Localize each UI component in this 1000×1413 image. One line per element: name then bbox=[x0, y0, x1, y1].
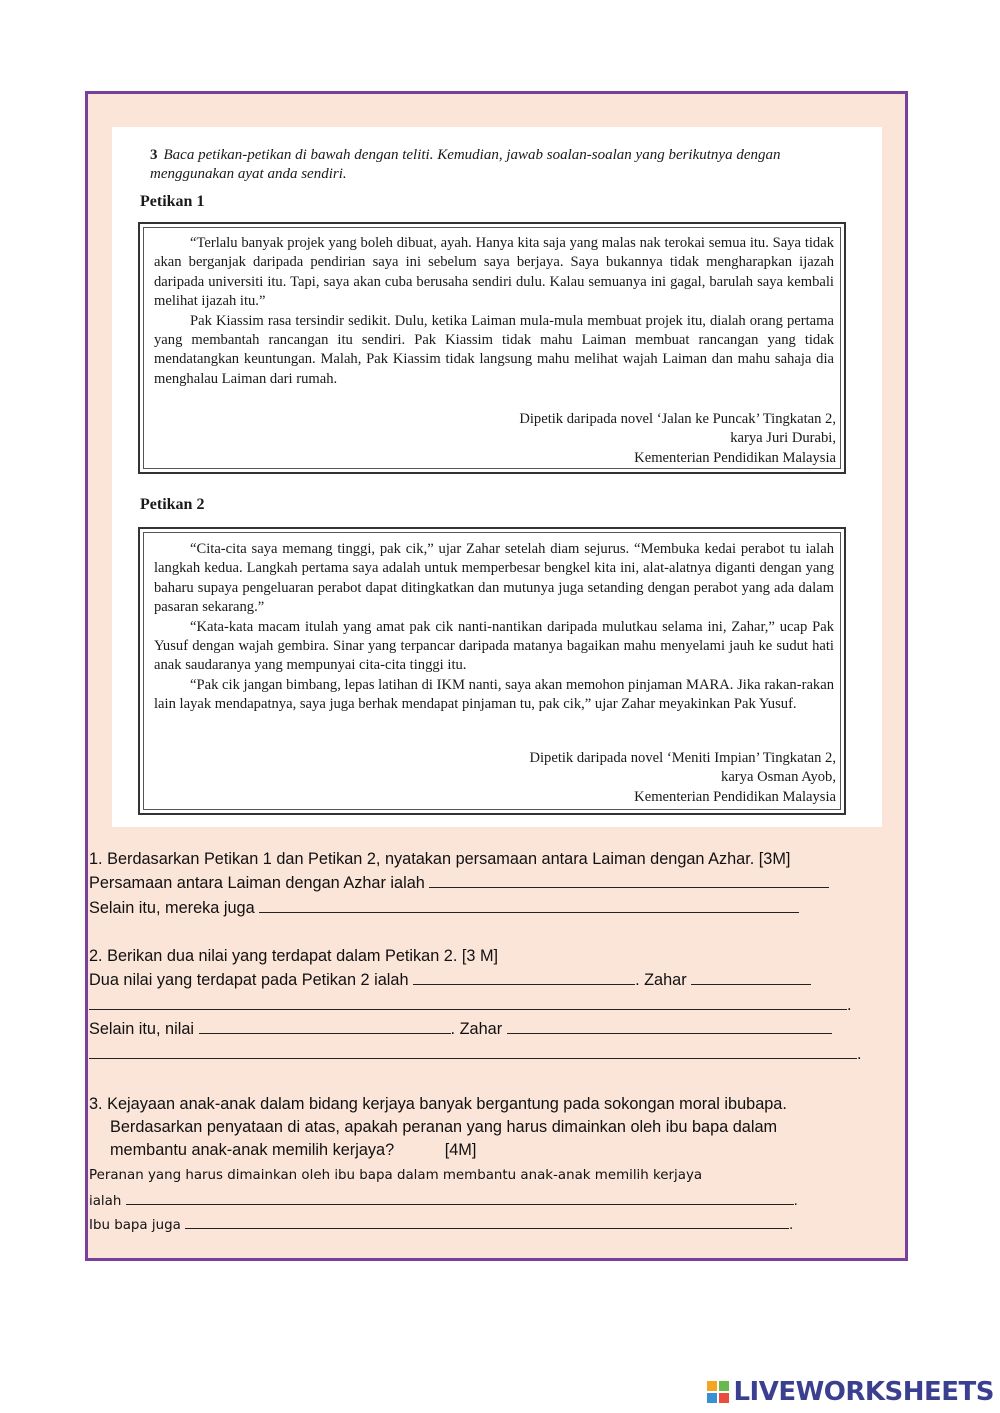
q2-period: . bbox=[857, 1045, 862, 1063]
q2-answer-line-1 bbox=[89, 970, 811, 990]
source-line: karya Juri Durabi, bbox=[730, 430, 836, 447]
q1-prompt: 1. Berdasarkan Petikan 1 dan Petikan 2, nyatakan persamaan antara Laiman dengan Azhar. [3M] bbox=[89, 850, 791, 868]
petikan2-paragraph: “Pak cik jangan bimbang, lepas latihan di IKM nanti, saya akan memohon pinjaman MARA. Jika rakan-rakan lain layak mendapatnya, saya juga berhak mendapat pinjaman tu, pak cik,” ujar Zahar meyakinkan Pak Yusuf. bbox=[154, 676, 834, 713]
petikan2-box bbox=[138, 527, 846, 815]
logo-text: LIVEWORKSHEETS bbox=[733, 1377, 994, 1407]
petikan1-paragraph: Pak Kiassim rasa tersindir sedikit. Dulu, ketika Laiman mula-mula membuat projek itu, dialah orang pertama yang membantah rancangan itu sendiri. Pak Kiassim tidak mahu Laiman membuat rancangan yang tidak mendatangkan keuntungan. Malah, Pak Kiassim tidak langsung mahu melihat wajah Laiman dan mahu sahaja dia menghalau Laiman dari rumah. bbox=[154, 312, 834, 387]
q2-answer-line-4 bbox=[89, 1044, 862, 1064]
q2-line3-zahar: . Zahar bbox=[450, 1020, 503, 1038]
q2-answer-field-4[interactable] bbox=[199, 1019, 451, 1034]
q2-answer-line-3 bbox=[89, 1019, 832, 1039]
q2-answer-field-3[interactable] bbox=[89, 995, 847, 1010]
q3-answer-line-2 bbox=[89, 1190, 798, 1212]
q2-answer-field-6[interactable] bbox=[89, 1044, 857, 1059]
q2-answer-field-5[interactable] bbox=[507, 1019, 832, 1034]
q2-line1-zahar: . Zahar bbox=[635, 971, 687, 989]
petikan2-text bbox=[154, 540, 834, 715]
instruction-number: 3 bbox=[150, 147, 158, 163]
source-line: Kementerian Pendidikan Malaysia bbox=[634, 788, 836, 805]
logo-icon bbox=[707, 1381, 729, 1403]
q2-answer-line-2 bbox=[89, 995, 852, 1015]
q3-period: . bbox=[793, 1194, 798, 1209]
petikan2-heading: Petikan 2 bbox=[140, 496, 205, 513]
q2-answer-field-2[interactable] bbox=[691, 970, 811, 985]
q3-prompt-line-2: Berdasarkan penyataan di atas, apakah peranan yang harus dimainkan oleh ibu bapa dalam bbox=[110, 1118, 778, 1136]
q3-answer-field-2[interactable] bbox=[185, 1214, 789, 1229]
q1-answer-field-2[interactable] bbox=[259, 898, 799, 913]
q3-line3-label: Ibu bapa juga bbox=[89, 1218, 181, 1233]
q2-prompt: 2. Berikan dua nilai yang terdapat dalam Petikan 2. [3 M] bbox=[89, 947, 499, 965]
q2-line3-label: Selain itu, nilai bbox=[89, 1020, 194, 1038]
instruction-body: Baca petikan-petikan di bawah dengan teliti. Kemudian, jawab soalan-soalan yang berikutnya dengan menggunakan ayat anda sendiri. bbox=[150, 147, 781, 182]
petikan1-paragraph: “Terlalu banyak projek yang boleh dibuat, ayah. Hanya kita saja yang malas nak terokai semua itu. Saya tidak akan berganjak daripada pendirian saya ini sebelum saya berjaya. Saya bukannya tidak mengharapkan ijazah daripada universiti itu. Tapi, saya akan cuba berusaha sendiri dulu. Kalau semuanya ini gagal, barulah saya kembali melihat ijazah itu.” bbox=[154, 235, 834, 310]
petikan2-source bbox=[529, 749, 836, 807]
q1-answer-field-1[interactable] bbox=[429, 873, 829, 888]
petikan2-paragraph: “Cita-cita saya memang tinggi, pak cik,” ujar Zahar setelah diam sejurus. “Membuka kedai perabot tu ialah langkah kedua. Langkah pertama saya adalah untuk memperbesar bengkel kita ini, alat-alatnya diganti dengan yang baharu supaya pengeluaran perabot dapat ditingkatkan dan mutunya juga setanding dengan perabot yang ada dalam pasaran sekarang.” bbox=[154, 541, 834, 616]
q1-line2-label: Selain itu, mereka juga bbox=[89, 899, 255, 917]
source-line: karya Osman Ayob, bbox=[721, 769, 836, 786]
q3-prompt-line-3 bbox=[110, 1140, 476, 1160]
q1-line1-label: Persamaan antara Laiman dengan Azhar ialah bbox=[89, 874, 425, 892]
source-line: Dipetik daripada novel ‘Jalan ke Puncak’ Tingkatan 2, bbox=[519, 411, 836, 427]
q3-answer-line-1: Peranan yang harus dimainkan oleh ibu bapa dalam membantu anak-anak memilih kerjaya bbox=[89, 1168, 703, 1183]
petikan1-text bbox=[154, 234, 834, 389]
q3-line2-label: ialah bbox=[89, 1194, 122, 1209]
q1-answer-line-2 bbox=[89, 898, 799, 918]
petikan1-box bbox=[138, 222, 846, 474]
q3-period: . bbox=[789, 1218, 794, 1233]
instruction-text bbox=[150, 146, 860, 184]
liveworksheets-logo[interactable] bbox=[707, 1377, 994, 1407]
q2-answer-field-1[interactable] bbox=[413, 970, 635, 985]
q3-answer-line-3 bbox=[89, 1214, 793, 1236]
petikan1-heading: Petikan 1 bbox=[140, 193, 205, 210]
q3-prompt-line-1: 3. Kejayaan anak-anak dalam bidang kerjaya banyak bergantung pada sokongan moral ibubapa. bbox=[89, 1095, 787, 1113]
q2-line1-label: Dua nilai yang terdapat pada Petikan 2 ialah bbox=[89, 971, 409, 989]
q1-answer-line-1 bbox=[89, 873, 829, 893]
petikan2-paragraph: “Kata-kata macam itulah yang amat pak cik nanti-nantikan daripada mulutkau selama ini, Zahar,” ucap Pak Yusuf dengan wajah gembira. Sinar yang terpancar daripada matanya bagaikan mahu menyelami jauh ke sudut hati anak saudaranya yang mempunyai cita-cita tinggi itu. bbox=[154, 618, 834, 674]
q2-period: . bbox=[847, 996, 852, 1014]
source-line: Dipetik daripada novel ‘Meniti Impian’ Tingkatan 2, bbox=[529, 750, 836, 766]
q3-prompt-text: membantu anak-anak memilih kerjaya? bbox=[110, 1141, 395, 1159]
q3-answer-field-1[interactable] bbox=[126, 1190, 794, 1205]
q3-marks: [4M] bbox=[444, 1141, 477, 1159]
petikan1-source bbox=[519, 410, 836, 468]
source-line: Kementerian Pendidikan Malaysia bbox=[634, 449, 836, 466]
